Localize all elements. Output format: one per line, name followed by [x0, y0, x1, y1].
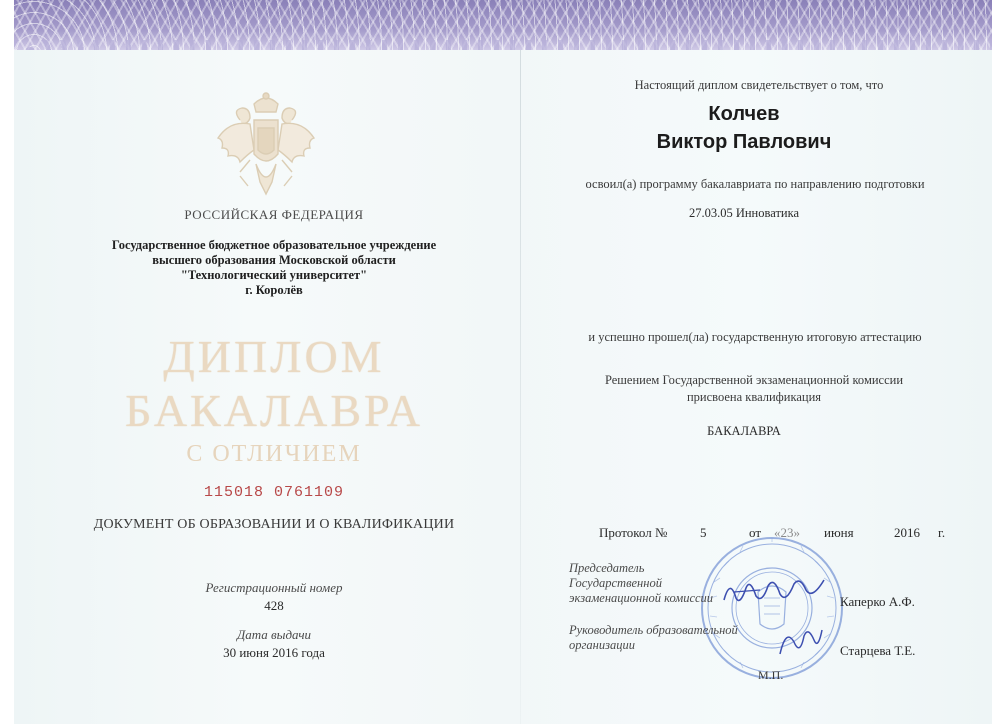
decision-line: присвоена квалификация [686, 390, 822, 404]
protocol-month: июня [824, 525, 854, 540]
head-label [569, 623, 769, 653]
protocol-year-suffix: г. [938, 525, 946, 540]
attestation-statement: и успешно прошел(ла) государственную итоговую аттестацию [588, 330, 922, 344]
decision-line: Решением Государственной экзаменационной комиссии [604, 373, 904, 387]
issue-date-label: Дата выдачи [236, 627, 312, 642]
institution-line: Государственное бюджетное образовательное учреждение [111, 238, 437, 252]
head-label-line: Руководитель образовательной [569, 623, 738, 637]
chair-label-line: экзаменационной комиссии [569, 591, 714, 605]
serial-number: 115018 0761109 [203, 484, 345, 501]
chair-signature [720, 570, 830, 610]
program-name: 27.03.05 Инноватика [688, 206, 800, 220]
graduate-given-names: Виктор Павлович [656, 131, 832, 153]
chair-label-line: Председатель [569, 561, 645, 575]
protocol-day: «23» [774, 525, 800, 540]
security-pattern-band [14, 0, 992, 50]
certifies-text: Настоящий диплом свидетельствует о том, что [634, 78, 884, 92]
distinction-label: С ОТЛИЧИЕМ [186, 441, 362, 467]
protocol-number: 5 [700, 525, 707, 540]
program-statement: освоил(а) программу бакалавриата по направлению подготовки [585, 177, 925, 191]
page-fold [520, 50, 521, 724]
institution-city: г. Королёв [245, 283, 303, 297]
country-name: РОССИЙСКАЯ ФЕДЕРАЦИЯ [184, 207, 364, 222]
coat-of-arms-emblem [210, 90, 322, 200]
commission-decision [574, 372, 934, 406]
protocol-label: Протокол № [599, 525, 668, 540]
graduate-surname: Колчев [708, 103, 780, 125]
institution-name [54, 238, 494, 298]
seal-label: М.П. [758, 668, 784, 682]
document-type: ДОКУМЕНТ ОБ ОБРАЗОВАНИИ И О КВАЛИФИКАЦИИ [93, 517, 455, 532]
registration-label: Регистрационный номер [205, 580, 343, 595]
diploma-title [54, 330, 494, 438]
registration-number: 428 [264, 598, 284, 613]
issue-date: 30 июня 2016 года [223, 645, 325, 660]
protocol-from: от [749, 525, 762, 540]
diploma-spread [14, 0, 992, 724]
chair-label-line: Государственной [569, 576, 662, 590]
head-name: Старцева Т.Е. [840, 643, 916, 658]
institution-line: высшего образования Московской области [152, 253, 396, 267]
head-label-line: организации [569, 638, 635, 652]
institution-line: "Технологический университет" [180, 268, 368, 282]
protocol-year: 2016 [894, 525, 920, 540]
qualification: БАКАЛАВРА [707, 424, 781, 438]
head-signature [774, 622, 824, 662]
chair-name: Каперко А.Ф. [840, 594, 915, 609]
diploma-title-line2: БАКАЛАВРА [125, 385, 423, 436]
diploma-title-line1: ДИПЛОМ [163, 331, 385, 382]
